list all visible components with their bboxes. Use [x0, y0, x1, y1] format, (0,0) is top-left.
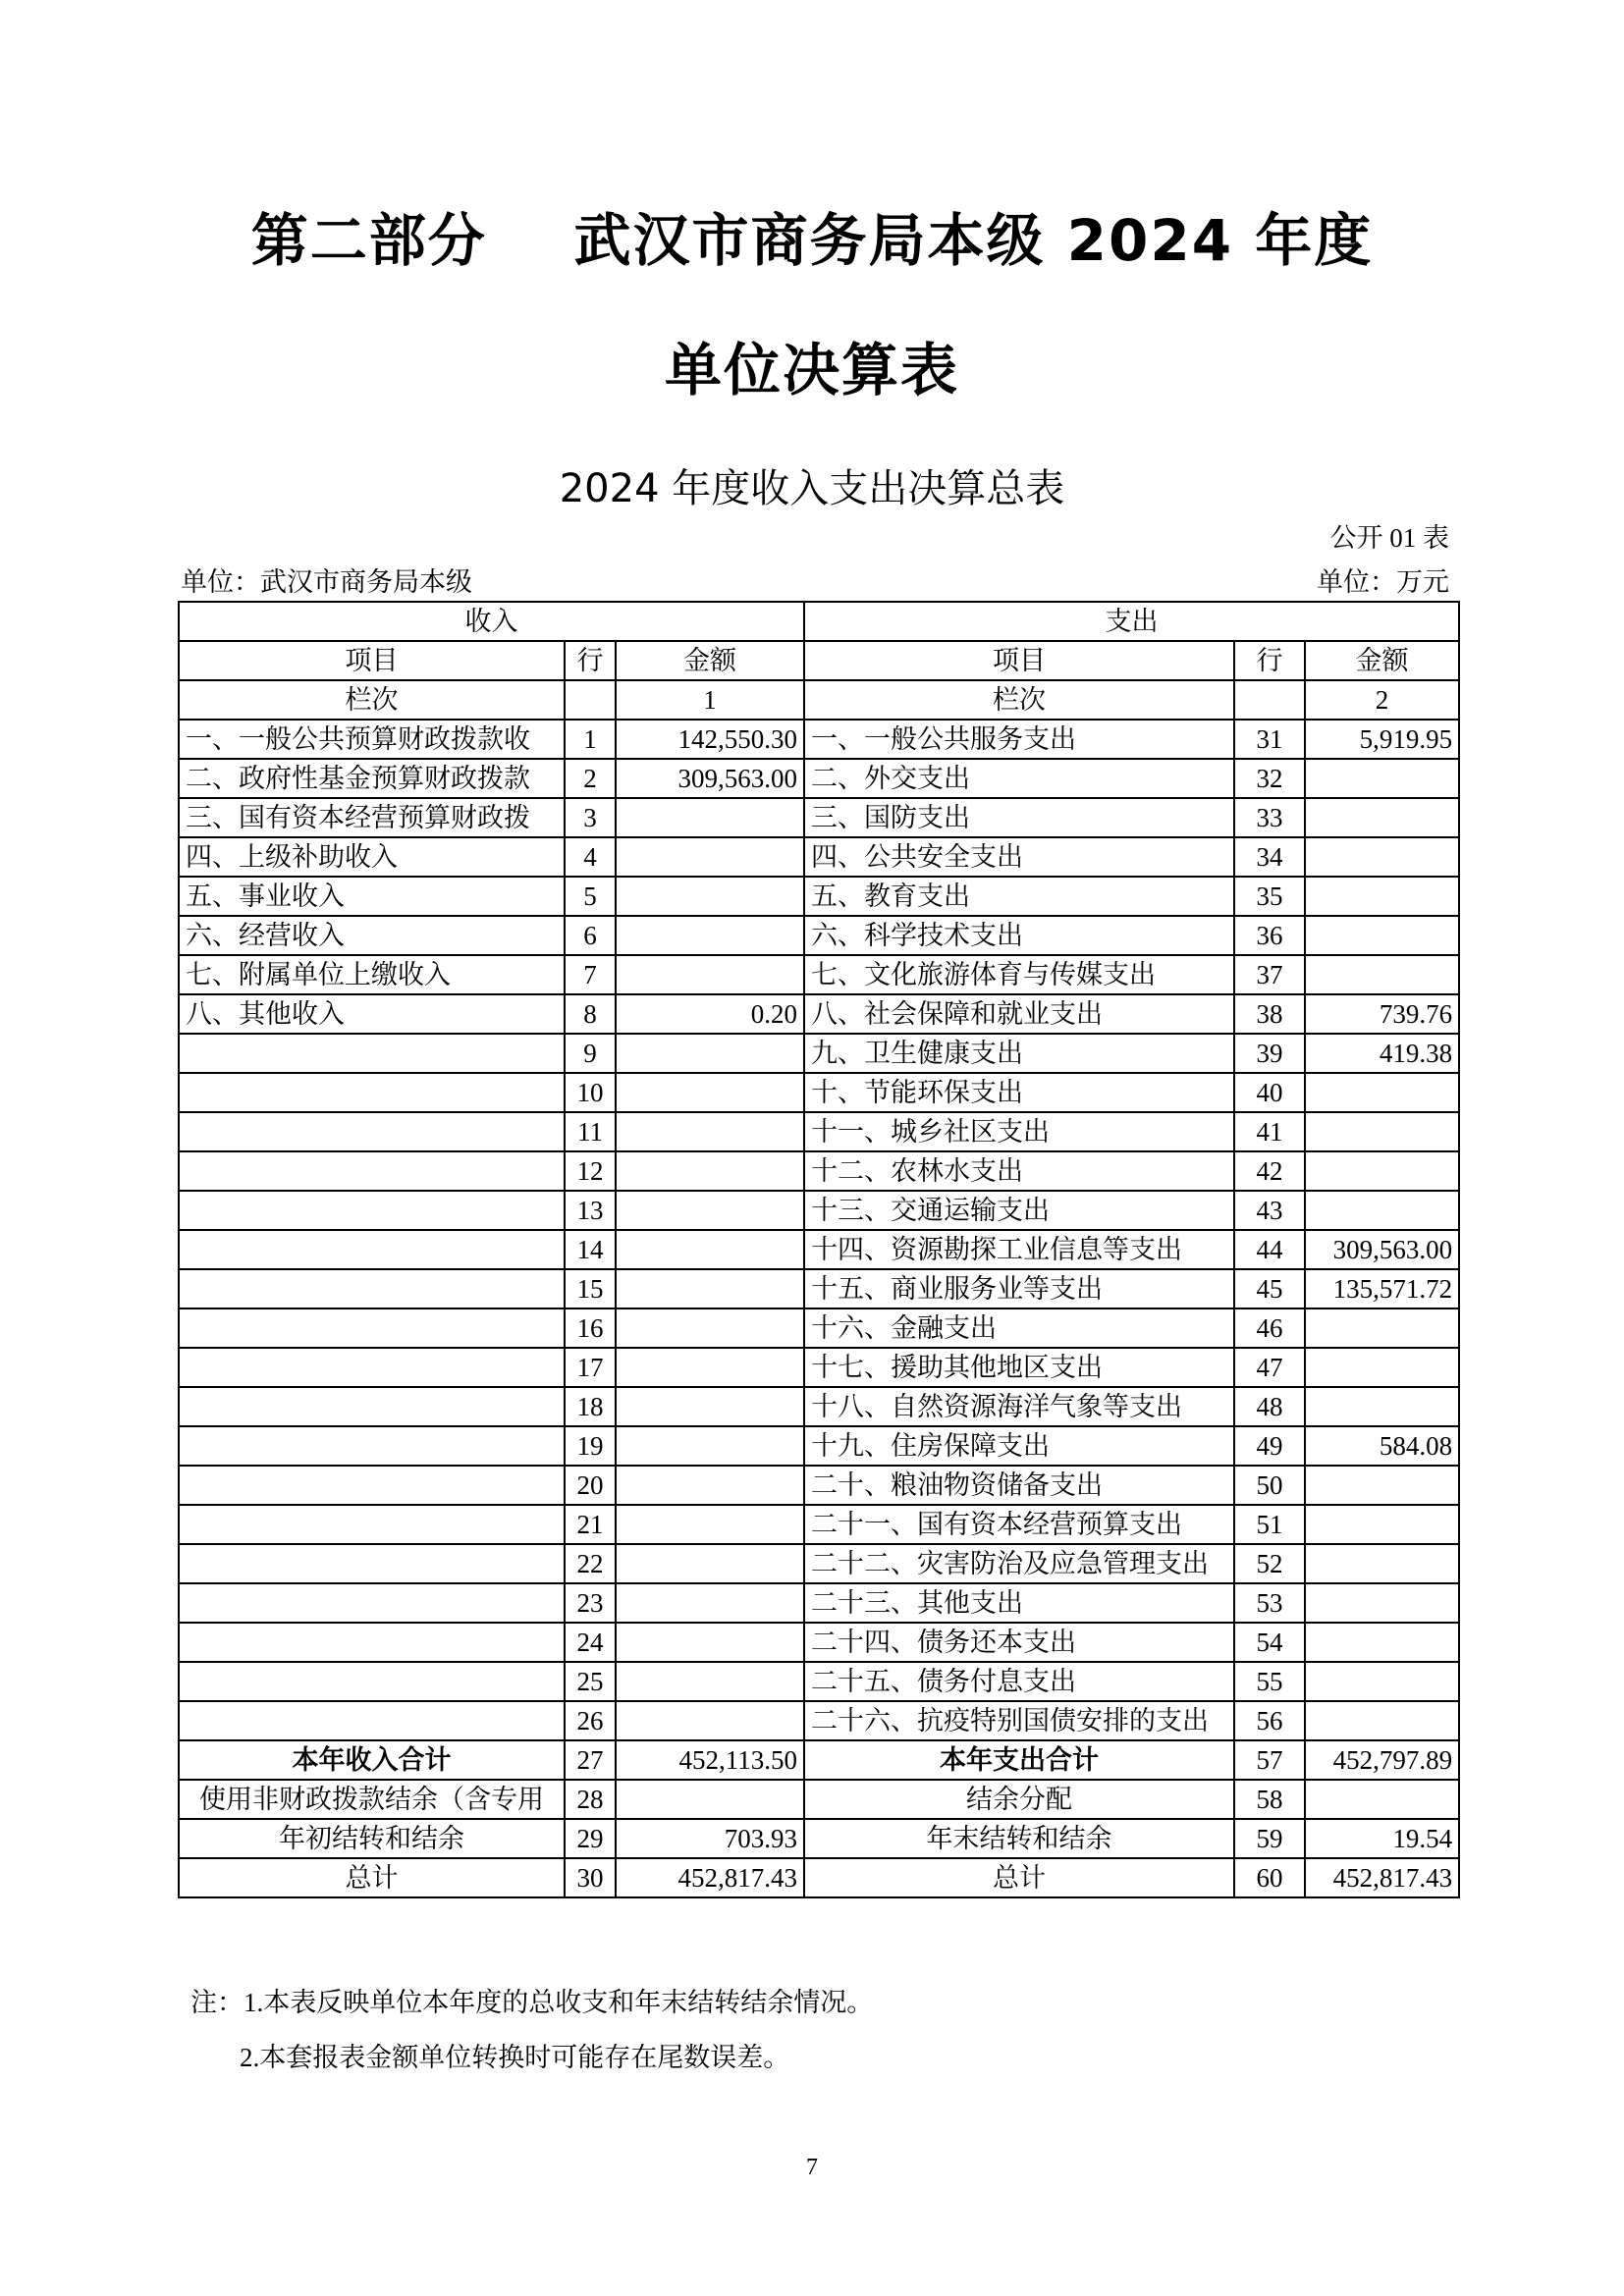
expense-row-number: 51	[1234, 1505, 1305, 1544]
income-item-cell	[179, 1073, 565, 1112]
table-row	[179, 994, 1459, 1034]
expense-amount-cell	[1305, 1505, 1459, 1544]
income-amount-cell	[616, 1269, 804, 1308]
expense-item-cell: 五、教育支出	[804, 877, 1234, 916]
income-row-header: 行	[565, 641, 616, 680]
expense-row-number: 58	[1234, 1780, 1305, 1819]
expense-amount-cell	[1305, 955, 1459, 994]
expense-row-header: 行	[1234, 641, 1305, 680]
income-item-cell	[179, 1426, 565, 1466]
income-amount-cell	[616, 1701, 804, 1740]
income-item-cell	[179, 1112, 565, 1151]
income-amount-cell	[616, 916, 804, 955]
table-row	[179, 798, 1459, 837]
expense-row-number: 40	[1234, 1073, 1305, 1112]
income-amount-cell	[616, 1230, 804, 1269]
income-item-header: 项目	[179, 641, 565, 680]
table-row	[179, 916, 1459, 955]
income-row-number: 13	[565, 1191, 616, 1230]
expense-item-cell: 十八、自然资源海洋气象等支出	[804, 1387, 1234, 1426]
expense-row-number: 38	[1234, 994, 1305, 1034]
expense-item-cell: 十九、住房保障支出	[804, 1426, 1234, 1466]
income-amount-cell: 452,113.50	[616, 1740, 804, 1780]
expense-item-cell: 结余分配	[804, 1780, 1234, 1819]
expense-row-number: 49	[1234, 1426, 1305, 1466]
income-row-number: 3	[565, 798, 616, 837]
income-item-cell	[179, 1544, 565, 1583]
table-row	[179, 1034, 1459, 1073]
income-row-number: 5	[565, 877, 616, 916]
expense-row-number: 32	[1234, 759, 1305, 798]
income-row-number: 10	[565, 1073, 616, 1112]
income-amount-cell	[616, 1112, 804, 1151]
table-row	[179, 1230, 1459, 1269]
expense-amount-cell	[1305, 1466, 1459, 1505]
income-col-label: 栏次	[179, 680, 565, 720]
income-row-number: 20	[565, 1466, 616, 1505]
income-row-number: 19	[565, 1426, 616, 1466]
income-item-cell: 六、经营收入	[179, 916, 565, 955]
table-title: 2024 年度收入支出决算总表	[559, 466, 1065, 511]
income-row-number: 2	[565, 759, 616, 798]
income-amount-cell	[616, 1073, 804, 1112]
income-amount-cell: 0.20	[616, 994, 804, 1034]
expense-amount-cell: 584.08	[1305, 1426, 1459, 1466]
table-row	[179, 877, 1459, 916]
income-amount-cell	[616, 1426, 804, 1466]
expense-item-cell: 六、科学技术支出	[804, 916, 1234, 955]
income-row-number: 8	[565, 994, 616, 1034]
expense-amount-cell	[1305, 1701, 1459, 1740]
income-amount-cell: 703.93	[616, 1819, 804, 1858]
expense-amount-cell	[1305, 916, 1459, 955]
expense-row-number: 35	[1234, 877, 1305, 916]
income-row-number: 15	[565, 1269, 616, 1308]
summary-row	[179, 1858, 1459, 1897]
expense-amount-cell	[1305, 1348, 1459, 1387]
income-row-number: 26	[565, 1701, 616, 1740]
income-amount-cell	[616, 1308, 804, 1348]
income-row-number: 22	[565, 1544, 616, 1583]
income-item-cell	[179, 1505, 565, 1544]
table-row	[179, 720, 1459, 759]
expense-col-number: 2	[1305, 680, 1459, 720]
expense-item-cell: 本年支出合计	[804, 1740, 1234, 1780]
income-amount-cell	[616, 1348, 804, 1387]
income-row-number: 12	[565, 1151, 616, 1191]
note-1: 注：1.本表反映单位本年度的总收支和年末结转结余情况。	[190, 1988, 874, 2017]
expense-amount-cell	[1305, 1544, 1459, 1583]
income-item-cell: 四、上级补助收入	[179, 837, 565, 877]
expense-item-header: 项目	[804, 641, 1234, 680]
income-item-cell: 五、事业收入	[179, 877, 565, 916]
expense-item-cell: 八、社会保障和就业支出	[804, 994, 1234, 1034]
summary-row	[179, 1740, 1459, 1780]
income-item-cell	[179, 1034, 565, 1073]
income-item-cell: 二、政府性基金预算财政拨款	[179, 759, 565, 798]
table-row	[179, 1112, 1459, 1151]
expense-item-cell: 二十三、其他支出	[804, 1583, 1234, 1623]
expense-item-cell: 二、外交支出	[804, 759, 1234, 798]
expense-row-number: 50	[1234, 1466, 1305, 1505]
income-amount-cell	[616, 798, 804, 837]
expense-row-number: 34	[1234, 837, 1305, 877]
income-amount-cell	[616, 1505, 804, 1544]
expense-row-number: 56	[1234, 1701, 1305, 1740]
table-row	[179, 955, 1459, 994]
expense-item-cell: 四、公共安全支出	[804, 837, 1234, 877]
expense-row-number: 48	[1234, 1387, 1305, 1426]
income-row-number: 28	[565, 1780, 616, 1819]
page-number: 7	[806, 2155, 818, 2180]
income-item-cell	[179, 1387, 565, 1426]
table-row	[179, 1466, 1459, 1505]
expense-amount-cell	[1305, 1308, 1459, 1348]
summary-row	[179, 1780, 1459, 1819]
income-item-cell	[179, 1348, 565, 1387]
income-row-number: 18	[565, 1387, 616, 1426]
income-item-cell: 七、附属单位上缴收入	[179, 955, 565, 994]
expense-item-cell: 三、国防支出	[804, 798, 1234, 837]
expense-item-cell: 九、卫生健康支出	[804, 1034, 1234, 1073]
form-number: 公开 01 表	[1329, 523, 1449, 553]
table-row	[179, 1191, 1459, 1230]
expense-amount-cell	[1305, 1191, 1459, 1230]
expense-col-blank	[1234, 680, 1305, 720]
expense-amount-cell	[1305, 1780, 1459, 1819]
income-col-blank	[565, 680, 616, 720]
income-amount-cell	[616, 1151, 804, 1191]
income-item-cell: 一、一般公共预算财政拨款收	[179, 720, 565, 759]
income-row-number: 7	[565, 955, 616, 994]
income-item-cell	[179, 1191, 565, 1230]
expense-row-number: 46	[1234, 1308, 1305, 1348]
income-row-number: 27	[565, 1740, 616, 1780]
expense-item-cell: 二十、粮油物资储备支出	[804, 1466, 1234, 1505]
expense-amount-cell: 309,563.00	[1305, 1230, 1459, 1269]
expense-amount-cell	[1305, 1623, 1459, 1662]
table-row	[179, 1623, 1459, 1662]
expense-amount-cell: 452,797.89	[1305, 1740, 1459, 1780]
expense-item-cell: 二十一、国有资本经营预算支出	[804, 1505, 1234, 1544]
income-amount-cell: 142,550.30	[616, 720, 804, 759]
expense-row-number: 36	[1234, 916, 1305, 955]
expense-row-number: 57	[1234, 1740, 1305, 1780]
income-row-number: 9	[565, 1034, 616, 1073]
expense-item-cell: 二十六、抗疫特别国债安排的支出	[804, 1701, 1234, 1740]
income-expense-table	[178, 601, 1460, 1898]
reporting-unit: 单位：武汉市商务局本级	[181, 567, 472, 597]
part-heading-subtitle: 单位决算表	[664, 337, 959, 403]
income-amount-cell: 452,817.43	[616, 1858, 804, 1897]
expense-item-cell: 二十二、灾害防治及应急管理支出	[804, 1544, 1234, 1583]
expense-amount-cell	[1305, 1151, 1459, 1191]
expense-row-number: 39	[1234, 1034, 1305, 1073]
expense-amount-cell	[1305, 1583, 1459, 1623]
expense-row-number: 55	[1234, 1662, 1305, 1701]
expense-item-cell: 十四、资源勘探工业信息等支出	[804, 1230, 1234, 1269]
expense-row-number: 44	[1234, 1230, 1305, 1269]
expense-amount-cell	[1305, 798, 1459, 837]
expense-amount-cell: 419.38	[1305, 1034, 1459, 1073]
income-row-number: 25	[565, 1662, 616, 1701]
table-row	[179, 1426, 1459, 1466]
expense-item-cell: 十二、农林水支出	[804, 1151, 1234, 1191]
income-row-number: 30	[565, 1858, 616, 1897]
expense-row-number: 45	[1234, 1269, 1305, 1308]
income-amount-cell	[616, 955, 804, 994]
income-row-number: 14	[565, 1230, 616, 1269]
expense-item-cell: 十、节能环保支出	[804, 1073, 1234, 1112]
income-item-cell: 本年收入合计	[179, 1740, 565, 1780]
expense-row-number: 47	[1234, 1348, 1305, 1387]
income-item-cell	[179, 1583, 565, 1623]
income-item-cell	[179, 1269, 565, 1308]
note-2: 2.本套报表金额单位转换时可能存在尾数误差。	[240, 2043, 790, 2072]
table-row	[179, 1544, 1459, 1583]
table-row	[179, 1308, 1459, 1348]
expense-item-cell: 二十四、债务还本支出	[804, 1623, 1234, 1662]
expense-amount-cell: 135,571.72	[1305, 1269, 1459, 1308]
expense-row-number: 54	[1234, 1623, 1305, 1662]
expense-row-number: 52	[1234, 1544, 1305, 1583]
expense-amount-cell: 19.54	[1305, 1819, 1459, 1858]
expense-amount-header: 金额	[1305, 641, 1459, 680]
expense-row-number: 37	[1234, 955, 1305, 994]
income-amount-cell	[616, 877, 804, 916]
expense-item-cell: 一、一般公共服务支出	[804, 720, 1234, 759]
income-amount-cell	[616, 1191, 804, 1230]
income-row-number: 21	[565, 1505, 616, 1544]
expense-amount-cell	[1305, 1112, 1459, 1151]
expense-row-number: 53	[1234, 1583, 1305, 1623]
table-row	[179, 1387, 1459, 1426]
expense-row-number: 41	[1234, 1112, 1305, 1151]
expense-item-cell: 二十五、债务付息支出	[804, 1662, 1234, 1701]
income-item-cell: 年初结转和结余	[179, 1819, 565, 1858]
table-row	[179, 759, 1459, 798]
income-item-cell	[179, 1662, 565, 1701]
income-header: 收入	[179, 602, 804, 641]
income-amount-cell	[616, 1662, 804, 1701]
expense-item-cell: 年末结转和结余	[804, 1819, 1234, 1858]
income-amount-cell: 309,563.00	[616, 759, 804, 798]
table-row	[179, 837, 1459, 877]
table-row	[179, 1505, 1459, 1544]
expense-row-number: 33	[1234, 798, 1305, 837]
income-row-number: 23	[565, 1583, 616, 1623]
expense-row-number: 60	[1234, 1858, 1305, 1897]
expense-amount-cell: 5,919.95	[1305, 720, 1459, 759]
income-item-cell	[179, 1308, 565, 1348]
summary-row	[179, 1819, 1459, 1858]
income-amount-cell	[616, 837, 804, 877]
expense-row-number: 59	[1234, 1819, 1305, 1858]
income-amount-cell	[616, 1466, 804, 1505]
income-amount-cell	[616, 1583, 804, 1623]
expense-amount-cell	[1305, 837, 1459, 877]
expense-row-number: 42	[1234, 1151, 1305, 1191]
expense-item-cell: 十三、交通运输支出	[804, 1191, 1234, 1230]
table-row	[179, 1073, 1459, 1112]
income-item-cell	[179, 1623, 565, 1662]
income-amount-cell	[616, 1780, 804, 1819]
expense-amount-cell	[1305, 877, 1459, 916]
income-item-cell: 使用非财政拨款结余（含专用	[179, 1780, 565, 1819]
expense-amount-cell: 452,817.43	[1305, 1858, 1459, 1897]
expense-col-label: 栏次	[804, 680, 1234, 720]
expense-item-cell: 十五、商业服务业等支出	[804, 1269, 1234, 1308]
expense-header: 支出	[804, 602, 1459, 641]
income-row-number: 17	[565, 1348, 616, 1387]
table-row	[179, 1269, 1459, 1308]
income-row-number: 1	[565, 720, 616, 759]
income-item-cell	[179, 1701, 565, 1740]
income-item-cell: 总计	[179, 1858, 565, 1897]
table-row	[179, 1583, 1459, 1623]
income-item-cell: 三、国有资本经营预算财政拨	[179, 798, 565, 837]
table-row	[179, 1151, 1459, 1191]
income-row-number: 11	[565, 1112, 616, 1151]
expense-item-cell: 十七、援助其他地区支出	[804, 1348, 1234, 1387]
income-row-number: 24	[565, 1623, 616, 1662]
income-item-cell	[179, 1230, 565, 1269]
income-col-number: 1	[616, 680, 804, 720]
income-row-number: 16	[565, 1308, 616, 1348]
income-amount-cell	[616, 1034, 804, 1073]
table-row	[179, 1701, 1459, 1740]
expense-item-cell: 总计	[804, 1858, 1234, 1897]
table-row	[179, 1662, 1459, 1701]
expense-amount-cell	[1305, 1073, 1459, 1112]
income-item-cell	[179, 1466, 565, 1505]
section-header-row	[179, 602, 1459, 641]
income-amount-cell	[616, 1623, 804, 1662]
expense-item-cell: 十一、城乡社区支出	[804, 1112, 1234, 1151]
expense-item-cell: 七、文化旅游体育与传媒支出	[804, 955, 1234, 994]
table-row	[179, 1348, 1459, 1387]
expense-amount-cell: 739.76	[1305, 994, 1459, 1034]
expense-row-number: 43	[1234, 1191, 1305, 1230]
column-header-row	[179, 641, 1459, 680]
expense-amount-cell	[1305, 1387, 1459, 1426]
income-row-number: 4	[565, 837, 616, 877]
part-heading: 第二部分 武汉市商务局本级 2024 年度	[250, 207, 1374, 274]
column-number-row	[179, 680, 1459, 720]
expense-amount-cell	[1305, 759, 1459, 798]
income-amount-header: 金额	[616, 641, 804, 680]
expense-amount-cell	[1305, 1662, 1459, 1701]
income-item-cell	[179, 1151, 565, 1191]
expense-row-number: 31	[1234, 720, 1305, 759]
expense-item-cell: 十六、金融支出	[804, 1308, 1234, 1348]
income-row-number: 6	[565, 916, 616, 955]
income-row-number: 29	[565, 1819, 616, 1858]
income-amount-cell	[616, 1387, 804, 1426]
income-amount-cell	[616, 1544, 804, 1583]
income-item-cell: 八、其他收入	[179, 994, 565, 1034]
currency-unit: 单位：万元	[1317, 567, 1449, 597]
